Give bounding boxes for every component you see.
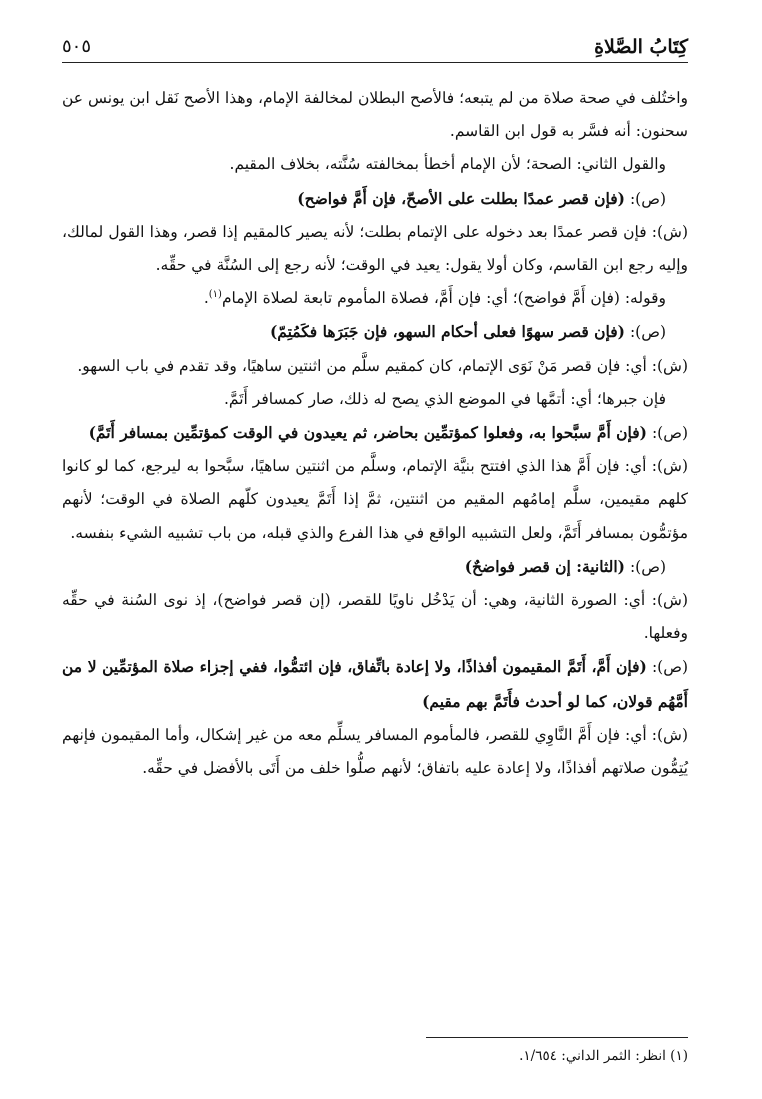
footnote: (١) انظر: الثمر الداني: ١/٦٥٤.: [519, 1048, 688, 1064]
text-run: وقوله: (فإن أَمَّ فواضح)؛ أي: فإن أَمَّ، فصلاة المأموم تابعة لصلاة الإمام: [221, 289, 666, 308]
header-rule: [62, 62, 688, 63]
text-paragraph: [62, 350, 688, 383]
text-run: (ص):: [625, 323, 666, 342]
main-text: [62, 82, 688, 785]
bold-quote: (فإن قصر عمدًا بطلت على الأصحّ، فإن أَمَّ فواضح): [297, 188, 626, 208]
text-paragraph: [62, 383, 688, 416]
footnote-rule: [426, 1037, 688, 1038]
text-run: واختُلف في صحة صلاة من لم يتبعه؛ فالأصح البطلان لمخالفة الإمام، وهذا الأصح نَقل ابن يونس عن سحنون: أنه فسَّر به قول ابن القاسم.: [62, 89, 688, 141]
text-paragraph: [62, 416, 688, 450]
text-run: (ص):: [625, 189, 666, 208]
text-paragraph: [62, 148, 688, 181]
text-paragraph: [62, 282, 688, 315]
page-number: ٥٠٥: [62, 36, 92, 57]
bold-quote: (فإن أَمَّ، أَتَمَّ المقيمون أفذاذًا، ولا إعادة باتِّفاق، فإن ائتمُّوا، ففي إجزاء صلاة المؤتمِّين لا من أَمَّهُم قولان، كما لو أحدث فأَتَمَّ بهم مقيم): [62, 657, 688, 711]
text-run: (ص):: [646, 658, 689, 677]
text-run: (ش): أي: فإن أَمَّ هذا الذي افتتح بنيَّة الإتمام، وسلَّم من اثنتين ساهيًا، سبَّحوا به ليرجع، كما لو كانوا كلهم مقيمين، سلَّم إمامُهم المقيم من اثنتين، ثمَّ إذا أَتَمَّ يعيدون كلّهم الصلاة في الوقت؛ لأنهم مؤتمُّون بمسافر أَتَمَّ، ولعل التشبيه الواقع في هذا الفرع والذي قبله، من باب تشبيه الشيء بنفسه.: [62, 457, 688, 542]
text-run: فإن جبرها؛ أي: أتمَّها في الموضع الذي يصح له ذلك، صار كمسافر أَتَمَّ.: [224, 389, 666, 408]
running-title: كِتَابُ الصَّلاةِ: [594, 36, 688, 58]
text-run: (ص):: [647, 424, 688, 443]
bold-quote: (فإن أَمَّ سبَّحوا به، وفعلوا كمؤتمِّين بحاضر، ثم يعيدون في الوقت كمؤتمِّين بمسافر أَتَمَّ): [88, 423, 648, 443]
text-run: (ش): أي: فإن أَمَّ النَّاوِي للقصر، فالمأموم المسافر يسلِّم معه من غير إشكال، وأما المقيمون فإنهم يُتِمُّون صلاتهم أفذاذًا، ولا إعادة عليه باتفاق؛ لأنهم صلُّوا خلف من أَتَى بالأفضل في حقِّه.: [62, 725, 688, 778]
bold-quote: (فإن قصر سهوًا فعلى أحكام السهو، فإن جَبَرَها فكَمُتِمّ): [269, 322, 626, 342]
text-paragraph: [62, 216, 688, 282]
text-run: (ش): أي: الصورة الثانية، وهي: أن يَدْخُل ناويًا للقصر، (إن قصر فواضح)، إذ نوى السُنة في حقِّه وفعلها.: [62, 591, 688, 643]
text-paragraph: [62, 450, 688, 550]
text-run: (ص):: [625, 557, 666, 576]
text-run: (ش): أي: فإن قصر مَنْ نَوَى الإتمام، كان كمقيم سلَّم من اثنتين ساهيًا، وقد تقدم في باب السهو.: [77, 356, 688, 375]
text-paragraph: [62, 82, 688, 148]
text-run: والقول الثاني: الصحة؛ لأن الإمام أخطأ بمخالفته سُنَّته، بخلاف المقيم.: [229, 155, 666, 174]
text-run: (ش): فإن قصر عمدًا بعد دخوله على الإتمام بطلت؛ لأنه يصير كالمقيم إذا قصر، وهذا القول لمالك، وإليه رجع ابن القاسم، وكان أولا يقول: يعيد في الوقت؛ لأنه رجع إلى السُنَّة في حقِّه.: [62, 222, 688, 275]
text-paragraph: [62, 550, 688, 584]
text-paragraph: [62, 182, 688, 216]
text-run: .: [203, 289, 209, 308]
bold-quote: (الثانية: إن قصر فواضحٌ): [464, 556, 626, 576]
text-paragraph: [62, 719, 688, 785]
footnote-ref: (١): [208, 289, 222, 301]
text-paragraph: [62, 584, 688, 650]
page-header: [62, 30, 688, 58]
text-paragraph: [62, 650, 688, 718]
text-paragraph: [62, 315, 688, 349]
